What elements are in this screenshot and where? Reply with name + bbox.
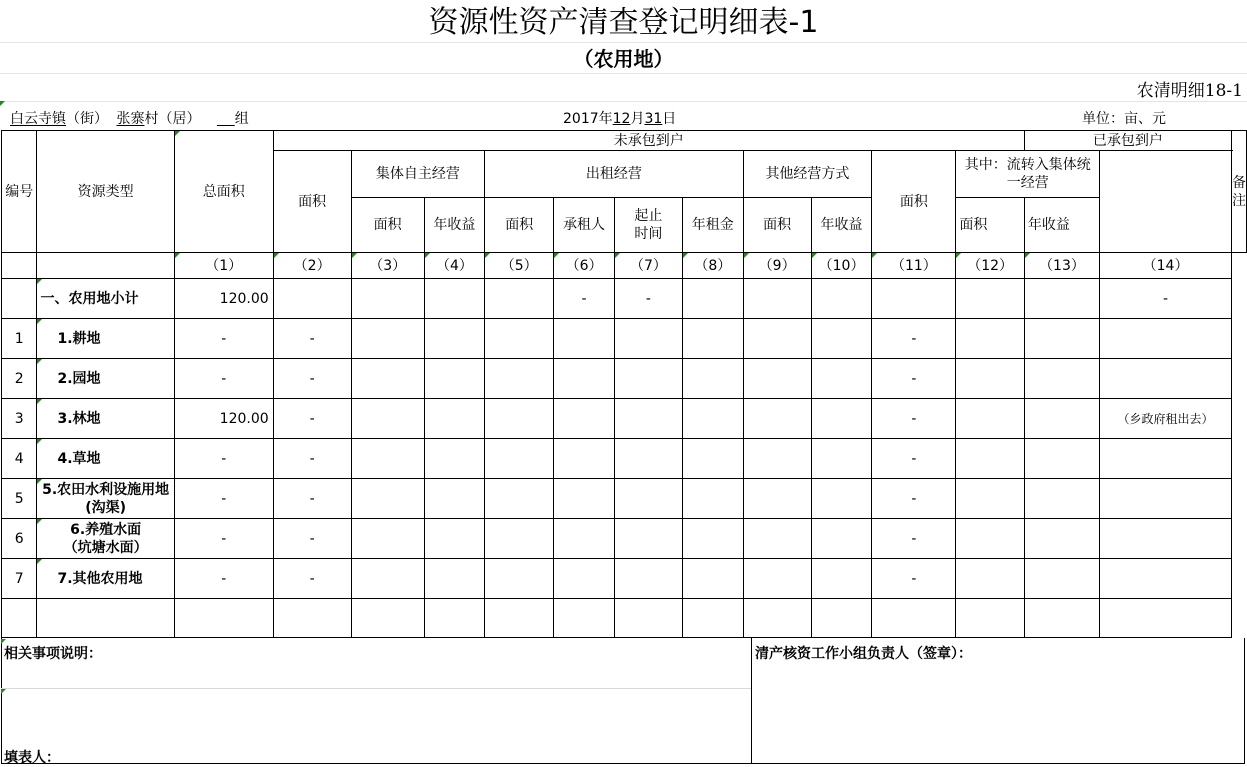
unit-label: 单位：亩、元 — [1082, 111, 1166, 127]
index-cell: （9） — [743, 253, 811, 279]
row-c10[interactable] — [811, 519, 872, 559]
row-c6[interactable] — [554, 439, 614, 479]
row-c5[interactable] — [485, 439, 554, 479]
row-c3[interactable] — [351, 279, 424, 319]
row-c7[interactable] — [614, 519, 682, 559]
row-c6[interactable] — [554, 479, 614, 519]
index-cell: （1） — [174, 253, 273, 279]
row-no[interactable] — [2, 279, 37, 319]
row-c8[interactable] — [683, 519, 743, 559]
row-c9[interactable] — [743, 559, 811, 599]
col-header-contracted-area: 面积 — [872, 151, 956, 253]
index-cell: （11） — [872, 253, 956, 279]
col-header-period: 起止时间 — [614, 198, 682, 253]
row-type[interactable]: 5.农田水利设施用地(沟渠) — [37, 479, 174, 519]
row-c10[interactable] — [811, 559, 872, 599]
row-type[interactable]: 1.耕地 — [37, 319, 174, 359]
footer-divider-horizontal — [1, 688, 751, 689]
footer-divider-vertical — [751, 638, 752, 764]
table-row — [2, 359, 1247, 399]
row-c8[interactable] — [683, 399, 743, 439]
row-c8[interactable] — [683, 559, 743, 599]
row-type[interactable]: 3.林地 — [37, 399, 174, 439]
table-row — [2, 479, 1247, 519]
row-type[interactable]: 6.养殖水面（坑塘水面） — [37, 519, 174, 559]
date-year: 2017年 — [563, 111, 613, 127]
row-c6[interactable] — [554, 399, 614, 439]
table-row — [2, 279, 1247, 319]
row-type[interactable]: 7.其他农用地 — [37, 559, 174, 599]
date-day[interactable]: 31 — [644, 111, 663, 127]
empty-cell[interactable] — [37, 599, 174, 638]
row-c6[interactable] — [554, 359, 614, 399]
row-c2[interactable]: - — [273, 319, 351, 359]
row-c9[interactable] — [743, 519, 811, 559]
table-row — [2, 399, 1247, 439]
town-suffix: （街） — [66, 111, 108, 127]
row-c3[interactable] — [351, 519, 424, 559]
town-name[interactable]: 白云寺镇 — [10, 111, 66, 127]
row-no[interactable]: 6 — [2, 519, 37, 559]
row-c12[interactable] — [956, 359, 1024, 399]
col-header-transfer-income: 年收益 — [1024, 198, 1099, 253]
row-c3[interactable] — [351, 559, 424, 599]
row-c8[interactable] — [683, 319, 743, 359]
row-total-area[interactable]: - — [174, 519, 273, 559]
row-c5[interactable] — [485, 559, 554, 599]
row-c11[interactable]: - — [872, 319, 956, 359]
row-type[interactable]: 4.草地 — [37, 439, 174, 479]
table-row — [2, 319, 1247, 359]
row-total-area[interactable]: - — [174, 439, 273, 479]
row-c3[interactable] — [351, 399, 424, 439]
row-c5[interactable] — [485, 319, 554, 359]
row-c13[interactable] — [1024, 319, 1099, 359]
index-cell: （14） — [1100, 253, 1232, 279]
empty-cell[interactable] — [174, 599, 273, 638]
table-row-empty — [2, 599, 1247, 638]
row-c9[interactable] — [743, 479, 811, 519]
index-cell: （4） — [424, 253, 484, 279]
row-c9[interactable] — [743, 399, 811, 439]
row-c11[interactable]: - — [872, 559, 956, 599]
col-header-lessee: 承租人 — [554, 198, 614, 253]
empty-cell[interactable] — [811, 599, 872, 638]
row-total-area[interactable]: - — [174, 359, 273, 399]
row-c3[interactable] — [351, 319, 424, 359]
page-subtitle: （农用地） — [0, 43, 1247, 74]
row-remark[interactable] — [1100, 439, 1232, 479]
empty-cell[interactable] — [273, 599, 351, 638]
row-c2[interactable]: - — [273, 439, 351, 479]
col-header-no: 编号 — [2, 131, 37, 253]
row-c11[interactable]: - — [872, 399, 956, 439]
row-total-area[interactable]: - — [174, 479, 273, 519]
row-c5[interactable] — [485, 399, 554, 439]
form-code: 农清明细18-1 — [1136, 81, 1243, 101]
row-total-area[interactable]: - — [174, 319, 273, 359]
row-c4[interactable] — [424, 479, 484, 519]
row-c4[interactable] — [424, 399, 484, 439]
index-cell — [2, 253, 37, 279]
row-c7[interactable] — [614, 479, 682, 519]
row-c9[interactable] — [743, 279, 811, 319]
row-c5[interactable] — [485, 279, 554, 319]
row-c8[interactable] — [683, 279, 743, 319]
row-c10[interactable] — [811, 359, 872, 399]
row-c12[interactable] — [956, 439, 1024, 479]
row-c11[interactable]: - — [872, 479, 956, 519]
row-c6[interactable] — [554, 319, 614, 359]
row-c12[interactable] — [956, 479, 1024, 519]
col-header-other-income: 年收益 — [811, 198, 872, 253]
row-remark[interactable] — [1100, 359, 1232, 399]
date-month-suffix: 月 — [630, 111, 645, 127]
row-no[interactable]: 7 — [2, 559, 37, 599]
empty-cell[interactable] — [1100, 599, 1232, 638]
col-header-collective-area: 面积 — [351, 198, 424, 253]
empty-cell[interactable] — [614, 599, 682, 638]
row-no[interactable]: 1 — [2, 319, 37, 359]
row-c13[interactable] — [1024, 519, 1099, 559]
row-c13[interactable] — [1024, 479, 1099, 519]
row-c7[interactable] — [614, 399, 682, 439]
row-c4[interactable] — [424, 319, 484, 359]
footer-section — [1, 638, 1245, 764]
row-total-area[interactable]: - — [174, 559, 273, 599]
row-c7[interactable] — [614, 359, 682, 399]
row-c7[interactable]: - — [614, 279, 682, 319]
leader-signature-label: 清产核资工作小组负责人（签章）： — [755, 646, 972, 662]
index-cell: （5） — [485, 253, 554, 279]
col-header-collective-income: 年收益 — [424, 198, 484, 253]
row-c2[interactable]: - — [273, 479, 351, 519]
row-c13[interactable] — [1024, 399, 1099, 439]
row-no[interactable]: 2 — [2, 359, 37, 399]
index-cell: （6） — [554, 253, 614, 279]
cell-marker — [0, 101, 5, 106]
row-c13[interactable] — [1024, 359, 1099, 399]
empty-cell[interactable] — [351, 599, 424, 638]
empty-cell[interactable] — [956, 599, 1024, 638]
row-total-area[interactable]: 120.00 — [174, 279, 273, 319]
row-c13[interactable] — [1024, 559, 1099, 599]
row-c6[interactable] — [554, 519, 614, 559]
index-cell: （2） — [273, 253, 351, 279]
row-c11[interactable]: - — [872, 519, 956, 559]
empty-cell[interactable] — [424, 599, 484, 638]
row-c10[interactable] — [811, 479, 872, 519]
col-header-transfer: 其中：流转入集体统一经营 — [956, 151, 1100, 198]
date-month[interactable]: 12 — [612, 111, 631, 127]
row-c6[interactable] — [554, 559, 614, 599]
cell-marker — [1, 689, 6, 694]
empty-cell[interactable] — [1024, 599, 1099, 638]
row-total-area[interactable]: 120.00 — [174, 399, 273, 439]
col-header-transfer-area: 面积 — [956, 198, 1024, 253]
report-date — [563, 108, 676, 128]
row-c11[interactable]: - — [872, 439, 956, 479]
col-header-annual-rent: 年租金 — [683, 198, 743, 253]
row-c5[interactable] — [485, 479, 554, 519]
col-header-contracted: 已承包到户 — [1024, 131, 1231, 151]
row-c10[interactable] — [811, 279, 872, 319]
col-header-other: 其他经营方式 — [743, 151, 872, 198]
index-cell — [37, 253, 174, 279]
row-c12[interactable] — [956, 559, 1024, 599]
notes-label: 相关事项说明： — [4, 646, 102, 662]
table-row — [2, 439, 1247, 479]
col-header-type: 资源类型 — [37, 131, 174, 253]
row-c3[interactable] — [351, 359, 424, 399]
index-cell: （12） — [956, 253, 1024, 279]
row-c7[interactable] — [614, 439, 682, 479]
empty-cell[interactable] — [554, 599, 614, 638]
row-c12[interactable] — [956, 519, 1024, 559]
empty-cell[interactable] — [485, 599, 554, 638]
blank-row — [0, 73, 1247, 102]
col-header-total-area: 总面积 — [174, 131, 273, 253]
row-c13[interactable] — [1024, 439, 1099, 479]
row-c2[interactable]: - — [273, 359, 351, 399]
row-type[interactable]: 2.园地 — [37, 359, 174, 399]
row-c5[interactable] — [485, 359, 554, 399]
col-header-rental: 出租经营 — [485, 151, 743, 198]
row-c9[interactable] — [743, 319, 811, 359]
group-suffix: 组 — [234, 111, 249, 127]
row-c3[interactable] — [351, 479, 424, 519]
row-c10[interactable] — [811, 319, 872, 359]
row-c10[interactable] — [811, 439, 872, 479]
row-c2[interactable]: - — [273, 559, 351, 599]
index-cell: （13） — [1024, 253, 1099, 279]
row-c8[interactable] — [683, 439, 743, 479]
row-c9[interactable] — [743, 359, 811, 399]
col-header-remark: 备注 — [1232, 131, 1247, 253]
row-c2[interactable]: - — [273, 519, 351, 559]
asset-table — [1, 130, 1247, 638]
row-c8[interactable] — [683, 359, 743, 399]
col-header-collective: 集体自主经营 — [351, 151, 485, 198]
row-c13[interactable] — [1024, 279, 1099, 319]
row-c4[interactable] — [424, 279, 484, 319]
row-no[interactable]: 5 — [2, 479, 37, 519]
row-c11[interactable]: - — [872, 359, 956, 399]
table-row — [2, 519, 1247, 559]
col-header-other-area: 面积 — [743, 198, 811, 253]
page-title: 资源性资产清查登记明细表-1 — [0, 0, 1247, 43]
index-cell: （3） — [351, 253, 424, 279]
row-c4[interactable] — [424, 559, 484, 599]
filler-label: 填表人： — [4, 750, 60, 766]
row-remark[interactable] — [1100, 319, 1232, 359]
row-remark[interactable] — [1100, 479, 1232, 519]
row-c5[interactable] — [485, 519, 554, 559]
row-c4[interactable] — [424, 359, 484, 399]
col-header-area: 面积 — [273, 151, 351, 253]
row-c6[interactable]: - — [554, 279, 614, 319]
row-c7[interactable] — [614, 319, 682, 359]
row-remark[interactable]: - — [1100, 279, 1232, 319]
row-c12[interactable] — [956, 319, 1024, 359]
index-cell: （8） — [683, 253, 743, 279]
row-c10[interactable] — [811, 399, 872, 439]
empty-cell[interactable] — [2, 599, 37, 638]
empty-cell[interactable] — [872, 599, 956, 638]
col-header-rental-area: 面积 — [485, 198, 554, 253]
row-c2[interactable]: - — [273, 399, 351, 439]
row-c8[interactable] — [683, 479, 743, 519]
row-c4[interactable] — [424, 519, 484, 559]
index-row — [2, 253, 1247, 279]
row-c2[interactable] — [273, 279, 351, 319]
row-c3[interactable] — [351, 439, 424, 479]
row-c12[interactable] — [956, 279, 1024, 319]
row-remark[interactable] — [1100, 519, 1232, 559]
empty-cell[interactable] — [683, 599, 743, 638]
index-cell: （7） — [614, 253, 682, 279]
village-suffix: 村（居） — [144, 111, 201, 127]
row-remark[interactable] — [1100, 559, 1232, 599]
table-row — [2, 559, 1247, 599]
row-c9[interactable] — [743, 439, 811, 479]
location-info — [10, 108, 249, 128]
meta-row — [0, 104, 1247, 130]
index-cell: （10） — [811, 253, 872, 279]
row-c12[interactable] — [956, 399, 1024, 439]
row-c7[interactable] — [614, 559, 682, 599]
row-no[interactable]: 3 — [2, 399, 37, 439]
village-name[interactable]: 张寨 — [116, 111, 145, 127]
row-c11[interactable] — [872, 279, 956, 319]
row-remark[interactable]: （乡政府租出去） — [1100, 399, 1232, 439]
col-header-uncontracted: 未承包到户 — [273, 131, 1024, 151]
row-no[interactable]: 4 — [2, 439, 37, 479]
group-blank[interactable] — [205, 111, 235, 127]
date-day-suffix: 日 — [662, 111, 677, 127]
row-type[interactable]: 一、农用地小计 — [37, 279, 174, 319]
row-c4[interactable] — [424, 439, 484, 479]
empty-cell[interactable] — [743, 599, 811, 638]
